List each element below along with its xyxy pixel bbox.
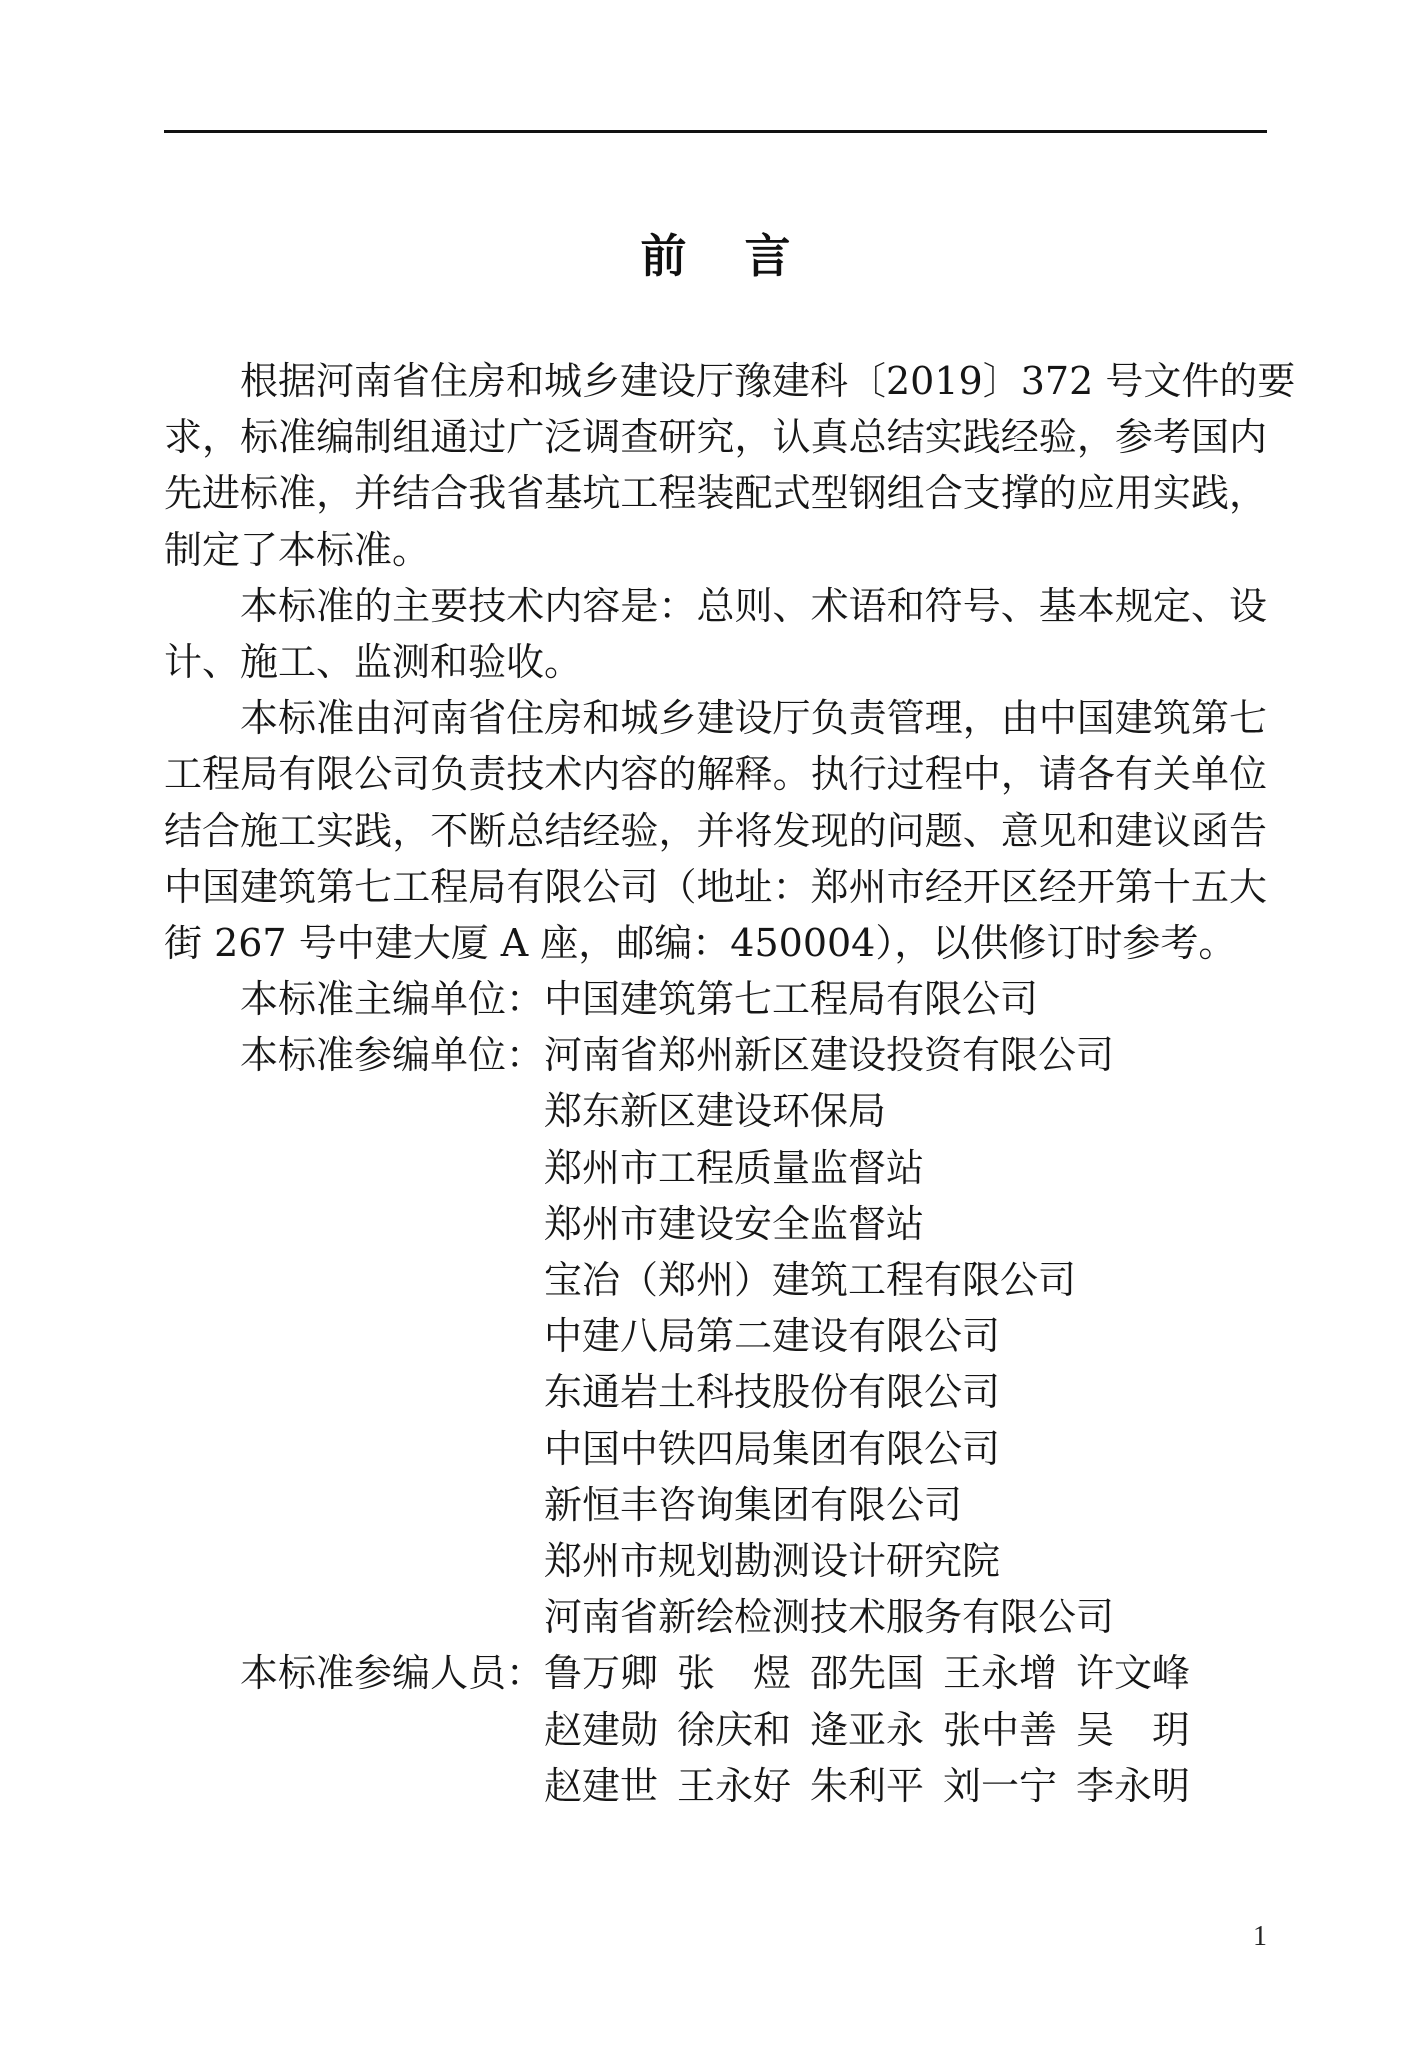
participating-unit: 郑州市规划勘测设计研究院 [544, 1538, 1001, 1583]
participant-name: 王永增 [943, 1651, 1058, 1696]
participating-unit: 宝冶（郑州）建筑工程有限公司 [544, 1258, 1077, 1302]
participating-unit: 中建八局第二建设有限公司 [544, 1314, 1001, 1359]
page-number: 1 [1253, 1921, 1267, 1952]
participant-name: 许文峰 [1076, 1651, 1191, 1696]
participant-name: 赵建勋 [544, 1707, 659, 1752]
participating-units-label: 本标准参编单位： [240, 1033, 545, 1078]
paragraph-line: 中国建筑第七工程局有限公司（地址：郑州市经开区经开第十五大 [164, 864, 1267, 909]
participant-name: 邵先国 [810, 1651, 925, 1696]
participating-unit: 郑州市工程质量监督站 [544, 1145, 925, 1190]
participant-name: 朱利平 [810, 1763, 925, 1808]
participants-row [164, 1645, 1267, 1701]
participating-unit: 新恒丰咨询集团有限公司 [544, 1482, 963, 1527]
paragraph-line: 结合施工实践，不断总结经验，并将发现的问题、意见和建议函告 [164, 808, 1267, 853]
participant-name: 逄亚永 [810, 1707, 925, 1752]
header-rule [164, 130, 1267, 133]
participating-unit: 中国中铁四局集团有限公司 [544, 1426, 1001, 1471]
page-title: 前 言 [640, 229, 791, 283]
participant-name: 徐庆和 [677, 1707, 792, 1752]
paragraph-line: 先进标准，并结合我省基坑工程装配式型钢组合支撑的应用实践， [164, 471, 1267, 516]
participant-name: 吴 玥 [1076, 1707, 1191, 1752]
paragraph-line: 本标准的主要技术内容是：总则、术语和符号、基本规定、设 [240, 583, 1267, 628]
participating-unit: 河南省郑州新区建设投资有限公司 [544, 1033, 1115, 1078]
participants-label: 本标准参编人员： [240, 1651, 545, 1696]
participating-unit: 河南省新绘检测技术服务有限公司 [544, 1595, 1115, 1640]
participating-unit: 东通岩土科技股份有限公司 [544, 1370, 1001, 1415]
paragraph-line: 计、施工、监测和验收。 [164, 639, 583, 684]
preface-body [164, 353, 1296, 1814]
paragraph-line: 求，标准编制组通过广泛调查研究，认真总结实践经验，参考国内 [164, 415, 1267, 460]
participant-name: 张 煜 [677, 1651, 792, 1696]
paragraph-line: 本标准由河南省住房和城乡建设厅负责管理，由中国建筑第七 [240, 696, 1267, 741]
participants-row [164, 1758, 1267, 1814]
chief-editor-row [164, 971, 1267, 1027]
paragraph-line: 街 267 号中建大厦 A 座，邮编：450004），以供修订时参考。 [164, 920, 1237, 965]
participating-units-row [164, 1027, 1267, 1083]
paragraph-line: 工程局有限公司负责技术内容的解释。执行过程中，请各有关单位 [164, 752, 1267, 797]
participant-name: 赵建世 [544, 1763, 659, 1808]
paragraph-line: 根据河南省住房和城乡建设厅豫建科〔2019〕372 号文件的要 [240, 359, 1296, 403]
paragraph-line: 制定了本标准。 [164, 527, 431, 572]
participant-name: 王永好 [677, 1763, 792, 1808]
participant-name: 刘一宁 [943, 1763, 1058, 1808]
participating-unit: 郑东新区建设环保局 [544, 1089, 887, 1134]
chief-editor-label: 本标准主编单位： [240, 977, 545, 1022]
participants-row [164, 1702, 1267, 1758]
participating-unit: 郑州市建设安全监督站 [544, 1201, 925, 1246]
chief-editor-value: 中国建筑第七工程局有限公司 [544, 977, 1039, 1022]
participant-name: 张中善 [943, 1707, 1058, 1752]
participant-name: 鲁万卿 [544, 1651, 659, 1696]
participant-name: 李永明 [1076, 1763, 1191, 1808]
